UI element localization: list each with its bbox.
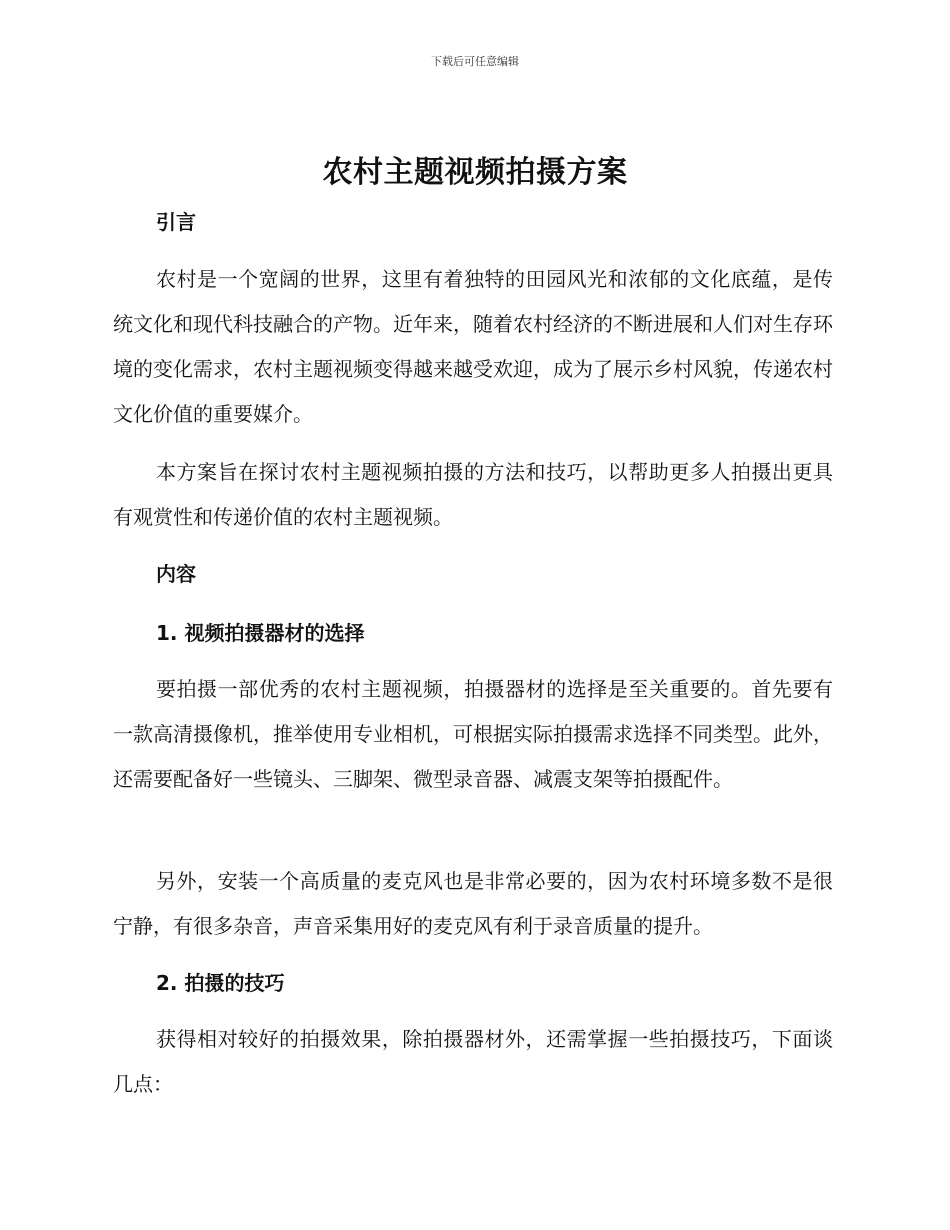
section-1-heading: 1. 视频拍摄器材的选择 [156,621,365,645]
content-heading: 内容 [156,562,196,586]
intro-paragraph-1: 农村是一个宽阔的世界，这里有着独特的田园风光和浓郁的文化底蕴，是传统文化和现代科技融合的产物。近年来，随着农村经济的不断进展和人们对生存环境的变化需求，农村主题视频变得越来越受欢迎，成为了展示乡村风貌，传递农村文化价值的重要媒介。 [113,267,833,426]
section-1-paragraph-1: 要拍摄一部优秀的农村主题视频，拍摄器材的选择是至关重要的。首先要有一款高清摄像机，推举使用专业相机，可根据实际拍摄需求选择不同类型。此外，还需要配备好一些镜头、三脚架、微型录音器、减震支架等拍摄配件。 [113,677,833,791]
section-2-heading: 2. 拍摄的技巧 [156,971,285,995]
page-header-note: 下载后可任意编辑 [431,55,519,68]
document-title: 农村主题视频拍摄方案 [322,155,628,190]
section-1-paragraph-2: 另外，安装一个高质量的麦克风也是非常必要的，因为农村环境多数不是很宁静，有很多杂音，声音采集用好的麦克风有利于录音质量的提升。 [113,869,833,938]
intro-heading: 引言 [156,210,196,234]
section-2-paragraph-1: 获得相对较好的拍摄效果，除拍摄器材外，还需掌握一些拍摄技巧，下面谈几点： [113,1027,833,1096]
intro-paragraph-2: 本方案旨在探讨农村主题视频拍摄的方法和技巧，以帮助更多人拍摄出更具有观赏性和传递价值的农村主题视频。 [113,460,833,529]
